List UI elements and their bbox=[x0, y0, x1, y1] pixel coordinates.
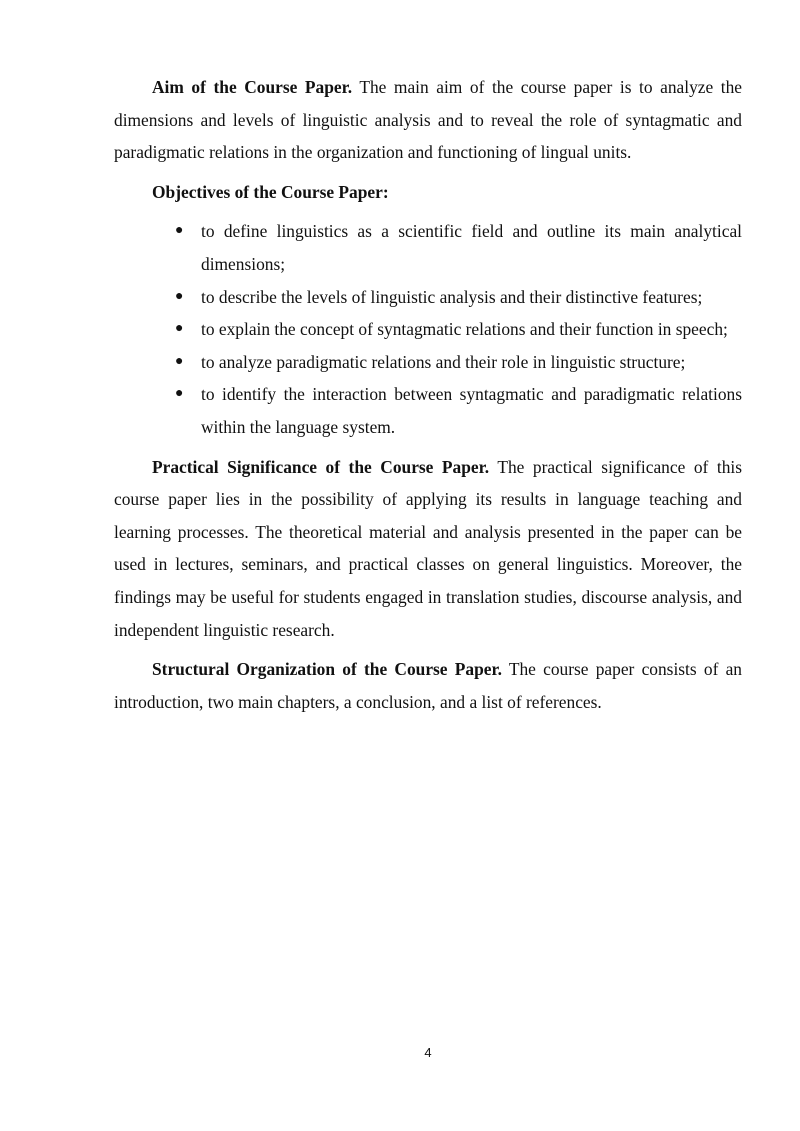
structural-organization-heading: Structural Organization of the Course Paper. bbox=[152, 659, 502, 680]
page-content bbox=[114, 71, 742, 718]
objective-item bbox=[175, 378, 742, 443]
structural-organization-paragraph bbox=[114, 653, 742, 718]
objective-text: to analyze paradigmatic relations and their role in linguistic structure; bbox=[201, 351, 686, 372]
objective-item bbox=[175, 313, 742, 346]
bullet-icon: ● bbox=[175, 386, 184, 402]
practical-significance-text: The practical significance of this course paper lies in the possibility of applying its results in language teaching and learning processes. The theoretical material and analysis presented in the paper can be used in lectures, seminars, and practical classes on general linguistics. Moreover, the findings may be useful for students engaged in translation studies, discourse analysis, and independent linguistic research. bbox=[114, 456, 742, 640]
bullet-icon: ● bbox=[175, 223, 184, 239]
bullet-icon: ● bbox=[175, 321, 184, 337]
structural-organization-text: The course paper consists of an introduction, two main chapters, a conclusion, and a list of references. bbox=[114, 659, 742, 712]
practical-significance-paragraph bbox=[114, 451, 742, 647]
practical-significance-heading: Practical Significance of the Course Paper. bbox=[152, 456, 490, 477]
page-number: 4 bbox=[424, 1045, 432, 1060]
aim-text: The main aim of the course paper is to analyze the dimensions and levels of linguistic analysis and to reveal the role of syntagmatic and paradigmatic relations in the organization and functioning of lingual units. bbox=[114, 77, 743, 163]
objective-text: to define linguistics as a scientific field and outline its main analytical dimensions; bbox=[201, 221, 742, 274]
objective-item bbox=[175, 281, 742, 314]
aim-heading: Aim of the Course Paper. bbox=[152, 77, 353, 97]
objective-text: to describe the levels of linguistic analysis and their distinctive features; bbox=[201, 286, 703, 307]
objective-text: to identify the interaction between syntagmatic and paradigmatic relations within the language system. bbox=[201, 384, 742, 437]
objective-text: to explain the concept of syntagmatic relations and their function in speech; bbox=[201, 319, 728, 340]
bullet-icon: ● bbox=[175, 353, 184, 369]
objectives-heading: Objectives of the Course Paper: bbox=[152, 181, 389, 202]
objectives-list bbox=[114, 215, 742, 443]
bullet-icon: ● bbox=[175, 288, 184, 304]
aim-paragraph bbox=[114, 71, 742, 169]
objective-item bbox=[175, 215, 742, 280]
objective-item bbox=[175, 346, 742, 379]
